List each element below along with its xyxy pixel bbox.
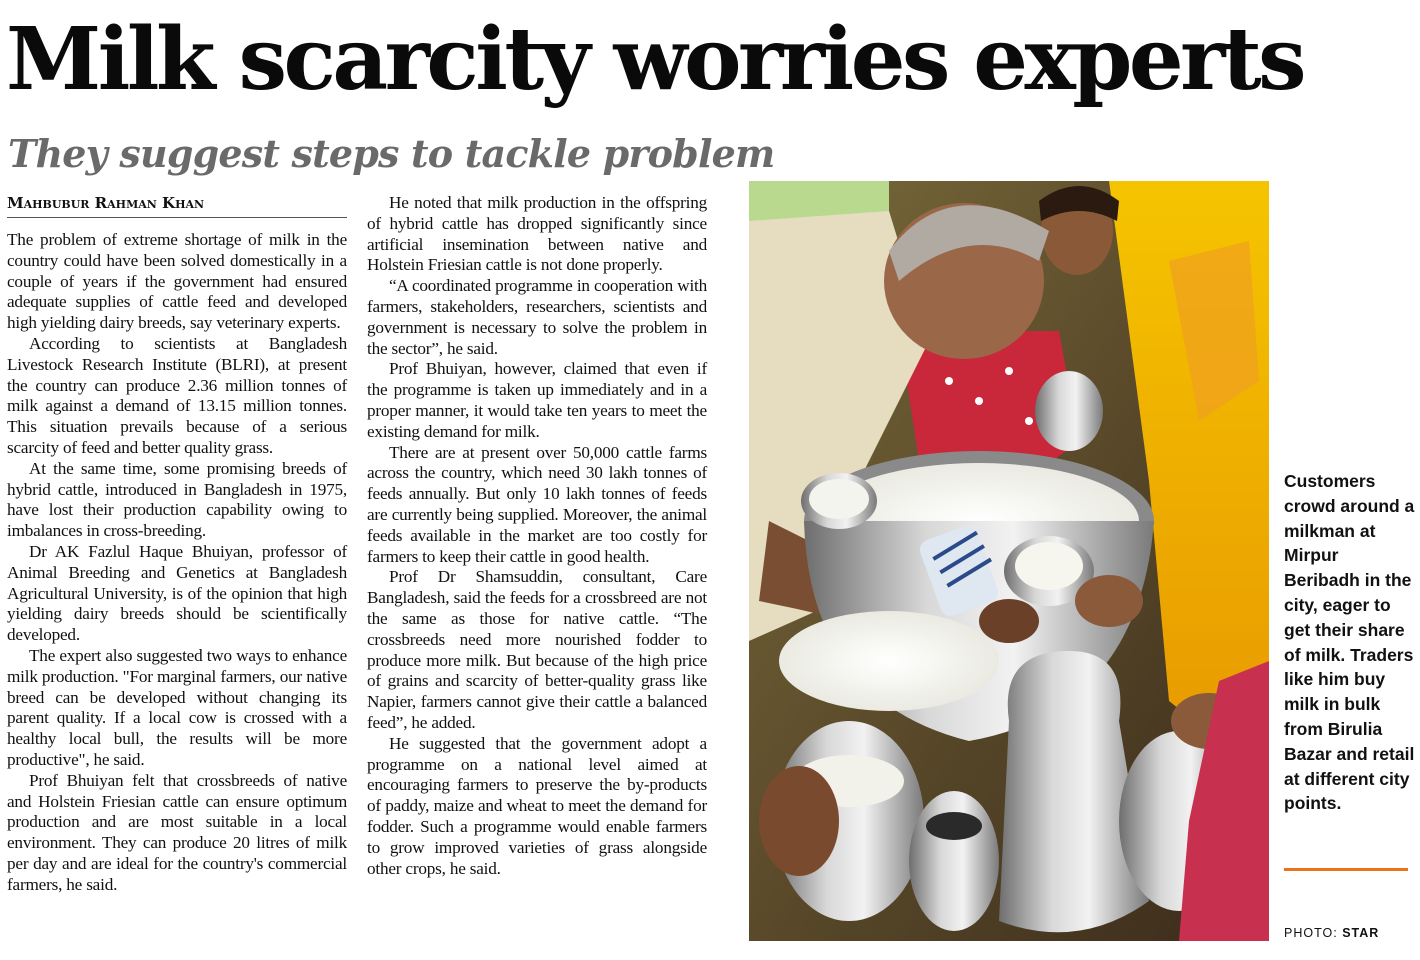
caption-divider (1284, 868, 1408, 871)
article-column-1 (7, 230, 347, 896)
paragraph: Prof Bhuiyan felt that crossbreeds of native and Holstein Friesian cattle can ensure optimum production and are most suitable in a local environment. They can produce 20 litres of milk per day and are ideal for the country's commercial farmers, he said. (7, 770, 347, 894)
photo-illustration (749, 181, 1269, 941)
paragraph: Prof Dr Shamsuddin, consultant, Care Bangladesh, said the feeds for a crossbreed are not the same as those for native cattle. “The crossbreeds need more nourished fodder to produce more milk. But because of the high price of grains and scarcity of better-quality grass like Napier, farmers cannot give their cattle a balanced feed”, he added. (367, 567, 707, 732)
photo-credit-label: PHOTO: (1284, 926, 1338, 940)
paragraph: There are at present over 50,000 cattle farms across the country, which need 30 lakh tonnes of feeds annually. But only 10 lakh tonnes of feeds are currently being supplied. Moreover, the animal feeds available in the market are too costly for farmers to keep their cattle in good health. (367, 442, 707, 566)
paragraph: According to scientists at Bangladesh Livestock Research Institute (BLRI), at present the country can produce 2.36 million tonnes of milk against a demand of 13.15 million tonnes. This situation prevails because of a serious scarcity of feed and better quality grass. (7, 333, 347, 457)
paragraph: The expert also suggested two ways to enhance milk production. "For marginal farmers, our native breed can be developed without changing its parent quality. If a local cow is crossed with a healthy local bull, the results will be more productive", he said. (7, 645, 347, 769)
subheadline: They suggest steps to tackle problem (8, 131, 775, 176)
photo-credit-source: STAR (1342, 926, 1380, 940)
headline: Milk scarcity worries experts (6, 9, 1304, 110)
article-column-2 (367, 193, 707, 879)
photo-caption: Customers crowd around a milkman at Mirpur Beribadh in the city, eager to get their share of milk. Traders like him buy milk in bulk from Birulia Bazar and retail at different city points. (1284, 471, 1415, 814)
paragraph: At the same time, some promising breeds of hybrid cattle, introduced in Bangladesh in 1975, have lost their production capability owing to imbalances in cross-breeding. (7, 458, 347, 541)
paragraph: The problem of extreme shortage of milk in the country could have been solved domestically in a couple of years if the government had ensured adequate supplies of cattle feed and developed high yielding dairy breeds, say veterinary experts. (7, 230, 347, 333)
photo-credit (1284, 926, 1379, 940)
paragraph: “A coordinated programme in cooperation with farmers, stakeholders, researchers, scientists and government is necessary to solve the problem in the sector”, he said. (367, 276, 707, 358)
news-photo (749, 181, 1269, 941)
paragraph: Prof Bhuiyan, however, claimed that even if the programme is taken up immediately and in a proper manner, it would take ten years to meet the existing demand for milk. (367, 359, 707, 441)
byline: Mahbubur Rahman Khan (7, 192, 347, 218)
paragraph: He noted that milk production in the offspring of hybrid cattle has dropped significantly since artificial insemination between native and Holstein Friesian cattle is not done properly. (367, 193, 707, 275)
paragraph: Dr AK Fazlul Haque Bhuiyan, professor of Animal Breeding and Genetics at Bangladesh Agricultural University, is of the opinion that high yielding dairy breeds should be scientifically developed. (7, 541, 347, 645)
paragraph: He suggested that the government adopt a programme on a national level aimed at encouraging farmers to preserve the by-products of paddy, maize and wheat to meet the demand for fodder. Such a programme would enable farmers to grow improved varieties of grass alongside other crops, he said. (367, 733, 707, 878)
